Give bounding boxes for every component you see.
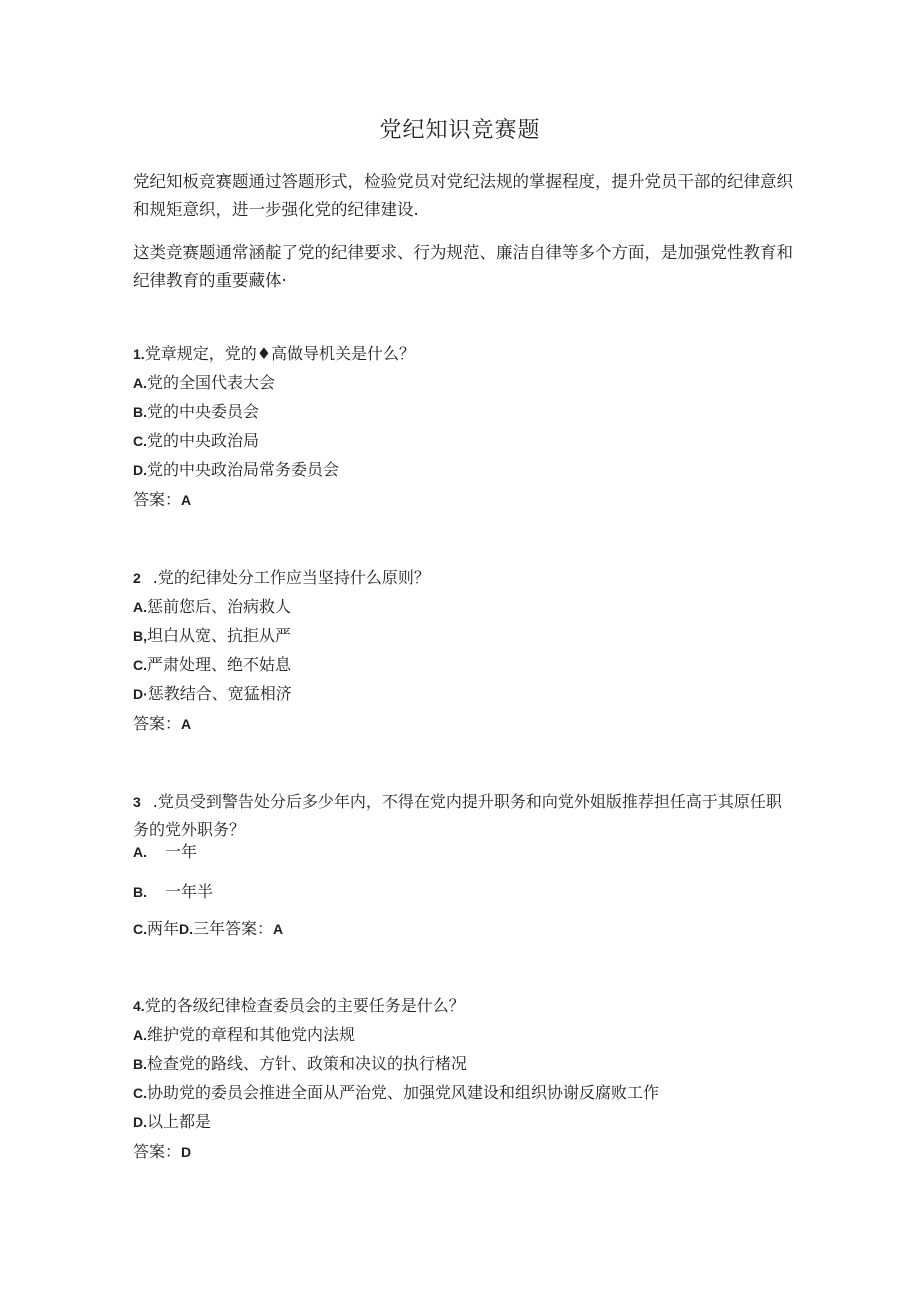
question-text: 党章规定，党的♦高做导机关是什么？ xyxy=(144,344,416,363)
answer-label: 答案： xyxy=(225,919,274,938)
question-4-option-d xyxy=(133,1111,211,1133)
option-label: C. xyxy=(133,433,147,449)
question-3-option-b xyxy=(133,881,213,903)
question-2-option-b xyxy=(133,625,291,647)
question-4-option-b xyxy=(133,1053,467,1075)
intro-paragraph-2: 这类竞赛题通常涵靛了党的纪律要求、行为规范、廉洁自律等多个方面，是加强党性教育和纪律教育的重要藏体· xyxy=(133,243,793,290)
option-label: D· xyxy=(133,686,148,702)
option-text: 党的全国代表大会 xyxy=(147,373,276,392)
option-text: 党的中央政治局 xyxy=(147,431,260,450)
option-label: A. xyxy=(133,599,147,615)
option-label: A. xyxy=(133,844,147,860)
option-text: 党的中央委员会 xyxy=(147,402,260,421)
answer-value: A xyxy=(273,921,284,937)
option-text: 一年半 xyxy=(165,882,214,901)
question-1-option-c xyxy=(133,430,259,452)
question-4-option-a xyxy=(133,1024,355,1046)
option-label: A. xyxy=(133,375,147,391)
question-1-answer xyxy=(133,489,191,511)
option-label: A. xyxy=(133,1027,147,1043)
question-4 xyxy=(133,995,465,1017)
question-text: 党的各级纪律检查委员会的主要任务是什么？ xyxy=(144,996,465,1015)
question-2-option-a xyxy=(133,596,291,618)
question-4-answer xyxy=(133,1141,191,1163)
answer-label: 答案： xyxy=(133,490,182,509)
question-1-option-d xyxy=(133,459,339,481)
option-text: 检查党的路线、方针、政策和决议的执行楮况 xyxy=(147,1054,468,1073)
question-2-option-c xyxy=(133,654,291,676)
question-3 xyxy=(133,788,793,843)
question-number: 3 xyxy=(133,794,141,810)
option-label: C. xyxy=(133,1085,147,1101)
option-label: C. xyxy=(133,657,147,673)
option-text: 三年 xyxy=(193,919,226,938)
option-label: C. xyxy=(133,921,147,937)
option-label: D. xyxy=(133,1114,147,1130)
question-1-option-a xyxy=(133,372,275,394)
question-number: 2 xyxy=(133,570,141,586)
option-text: 党的中央政治局常务委员会 xyxy=(147,460,340,479)
answer-label: 答案： xyxy=(133,1142,182,1161)
page-title: 党纪知识竞赛题 xyxy=(379,118,541,143)
question-2-answer xyxy=(133,713,191,735)
question-3-option-a xyxy=(133,841,197,863)
question-number: 1. xyxy=(133,346,145,362)
option-label: D. xyxy=(179,921,194,937)
option-text: 维护党的章程和其他党内法规 xyxy=(147,1025,356,1044)
option-label: D. xyxy=(133,462,147,478)
question-text: .党员受到警告处分后多少年内，不得在党内提升职务和向党外姐版推荐担任高于其原任职务的党外职务？ xyxy=(133,792,782,839)
option-label: B, xyxy=(133,628,147,644)
question-text: .党的纪律处分工作应当坚持什么原则？ xyxy=(152,568,430,587)
intro-paragraph-1: 党纪知板竞赛题通过答题形式，检验党员对党纪法规的掌握程度，提升党员干部的纪律意织和规矩意织，进一步强化党的纪律建设. xyxy=(133,172,793,219)
answer-value: D xyxy=(181,1144,192,1160)
option-label: B. xyxy=(133,884,147,900)
option-label: B. xyxy=(133,1056,147,1072)
answer-label: 答案： xyxy=(133,714,182,733)
option-text: 惩前您后、治病救人 xyxy=(147,597,292,616)
option-text: 严肃处理、绝不姑息 xyxy=(147,655,292,674)
question-number: 4. xyxy=(133,998,145,1014)
option-text: 以上都是 xyxy=(147,1112,212,1131)
question-3-options-cd-answer xyxy=(133,918,283,940)
question-1 xyxy=(133,343,415,365)
option-text: 坦白从宽、抗拒从严 xyxy=(147,626,292,645)
answer-value: A xyxy=(181,492,192,508)
option-text: 两年 xyxy=(147,919,180,938)
question-2-option-d xyxy=(133,683,292,705)
question-4-option-c xyxy=(133,1082,659,1104)
option-text: 一年 xyxy=(165,842,198,861)
answer-value: A xyxy=(181,716,192,732)
option-label: B. xyxy=(133,404,147,420)
question-1-option-b xyxy=(133,401,259,423)
option-text: 惩教结合、宽猛相济 xyxy=(147,684,292,703)
option-text: 协助党的委员会推进全面从严治党、加强党风建设和组织协谢反腐败工作 xyxy=(147,1083,660,1102)
question-2 xyxy=(133,567,430,589)
